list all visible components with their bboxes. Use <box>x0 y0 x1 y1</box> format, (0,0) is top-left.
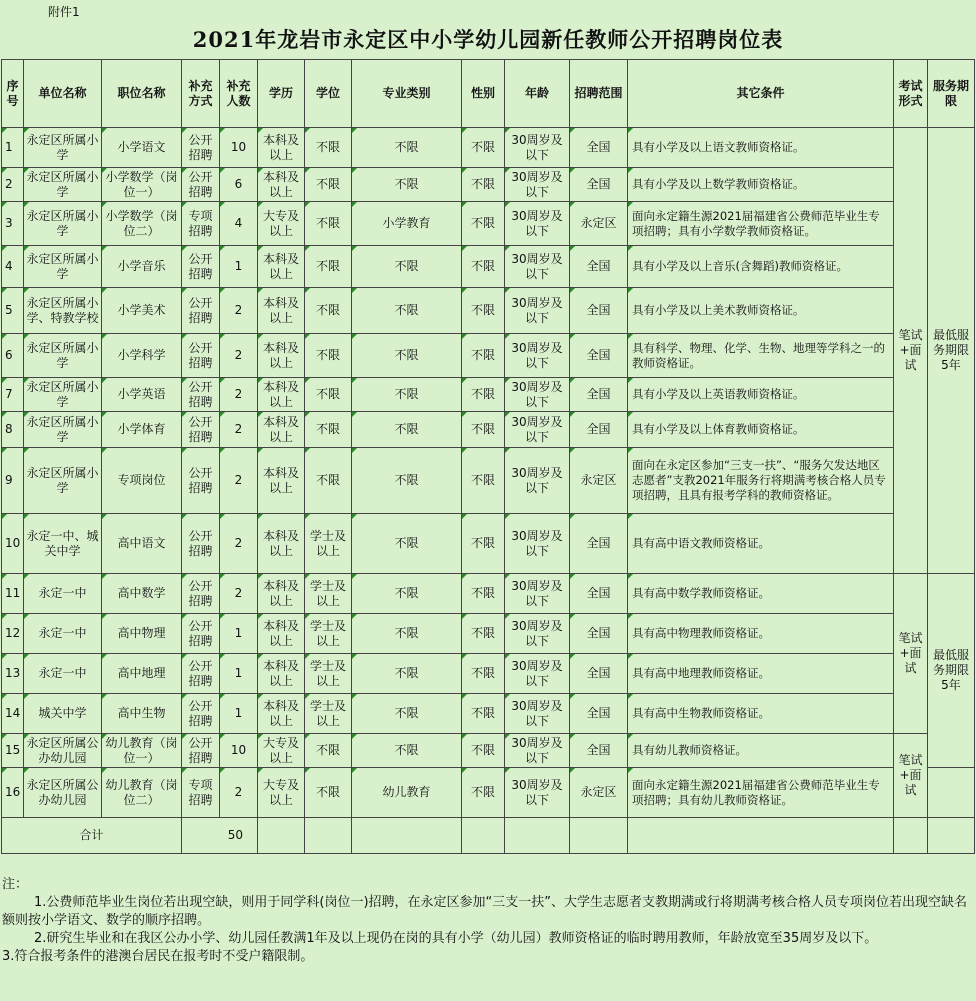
cell-unit: 永定一中 <box>24 614 102 654</box>
cell-major: 不限 <box>352 412 462 448</box>
cell-other: 具有小学及以上语文教师资格证。 <box>628 128 894 168</box>
cell-post: 专项岗位 <box>102 448 182 514</box>
cell-edu: 大专及以上 <box>258 734 305 768</box>
cell-edu: 本科及以上 <box>258 168 305 202</box>
cell-degree: 不限 <box>305 128 352 168</box>
cell-count: 2 <box>220 412 258 448</box>
cell-other: 具有科学、物理、化学、生物、地理等学科之一的教师资格证。 <box>628 334 894 378</box>
cell-unit: 永定区所属小学、特教学校 <box>24 288 102 334</box>
cell-gender: 不限 <box>462 168 505 202</box>
cell-unit: 永定区所属公办幼儿园 <box>24 768 102 818</box>
cell-edu: 大专及以上 <box>258 202 305 246</box>
total-label: 合计 <box>2 818 182 854</box>
cell-method: 公开招聘 <box>182 128 220 168</box>
cell-gender: 不限 <box>462 514 505 574</box>
cell-degree: 不限 <box>305 168 352 202</box>
table-row <box>2 334 975 378</box>
header-idx: 序号 <box>2 60 24 128</box>
cell-count: 1 <box>220 654 258 694</box>
header-scope: 招聘范围 <box>570 60 628 128</box>
cell-age: 30周岁及以下 <box>505 654 570 694</box>
cell-other: 具有高中数学教师资格证。 <box>628 574 894 614</box>
cell-age: 30周岁及以下 <box>505 614 570 654</box>
cell-gender: 不限 <box>462 614 505 654</box>
cell-post: 小学体育 <box>102 412 182 448</box>
cell-idx: 11 <box>2 574 24 614</box>
cell-other: 具有小学及以上音乐(含舞蹈)教师资格证。 <box>628 246 894 288</box>
cell-degree: 学士及以上 <box>305 514 352 574</box>
cell-gender: 不限 <box>462 412 505 448</box>
cell-method: 公开招聘 <box>182 514 220 574</box>
table-row <box>2 246 975 288</box>
cell-gender: 不限 <box>462 574 505 614</box>
table-row <box>2 378 975 412</box>
cell-unit: 永定区所属小学 <box>24 448 102 514</box>
header-exam: 考试形式 <box>894 60 928 128</box>
cell-degree: 不限 <box>305 288 352 334</box>
cell-scope: 全国 <box>570 288 628 334</box>
note-1: 1.公费师范毕业生岗位若出现空缺，则用于同学科(岗位一)招聘，在永定区参加“三支一扶”、大学生志愿者支教期满或行将期满考核合格人员专项岗位若出现空缺名额则按小学语文、数学的顺序招聘。 <box>2 895 968 928</box>
cell-gender: 不限 <box>462 128 505 168</box>
cell-degree: 学士及以上 <box>305 574 352 614</box>
cell-edu: 本科及以上 <box>258 514 305 574</box>
cell-other: 具有高中生物教师资格证。 <box>628 694 894 734</box>
cell-age: 30周岁及以下 <box>505 734 570 768</box>
cell-count: 10 <box>220 128 258 168</box>
cell-major: 不限 <box>352 654 462 694</box>
cell-age: 30周岁及以下 <box>505 288 570 334</box>
cell-scope: 全国 <box>570 128 628 168</box>
cell-age: 30周岁及以下 <box>505 334 570 378</box>
cell-idx: 15 <box>2 734 24 768</box>
cell-degree: 学士及以上 <box>305 654 352 694</box>
cell-scope: 全国 <box>570 654 628 694</box>
total-count: 50 <box>182 818 258 854</box>
total-empty-cell <box>352 818 462 854</box>
cell-post: 小学科学 <box>102 334 182 378</box>
cell-other: 面向永定籍生源2021届福建省公费师范毕业生专项招聘；具有小学数学教师资格证。 <box>628 202 894 246</box>
cell-method: 专项招聘 <box>182 768 220 818</box>
cell-unit: 永定区所属小学 <box>24 168 102 202</box>
cell-age: 30周岁及以下 <box>505 694 570 734</box>
cell-method: 公开招聘 <box>182 448 220 514</box>
total-empty-cell <box>258 818 305 854</box>
cell-post: 小学音乐 <box>102 246 182 288</box>
cell-idx: 16 <box>2 768 24 818</box>
table-row <box>2 168 975 202</box>
header-major: 专业类别 <box>352 60 462 128</box>
cell-major: 不限 <box>352 128 462 168</box>
cell-scope: 永定区 <box>570 202 628 246</box>
cell-count: 6 <box>220 168 258 202</box>
cell-edu: 本科及以上 <box>258 694 305 734</box>
cell-edu: 本科及以上 <box>258 448 305 514</box>
cell-unit: 永定一中 <box>24 654 102 694</box>
cell-gender: 不限 <box>462 202 505 246</box>
cell-method: 公开招聘 <box>182 412 220 448</box>
cell-count: 4 <box>220 202 258 246</box>
cell-other: 面向永定籍生源2021届福建省公费师范毕业生专项招聘；具有幼儿教师资格证。 <box>628 768 894 818</box>
cell-other: 面向在永定区参加“三支一扶”、“服务欠发达地区志愿者”支教2021年服务行将期满考核合格人员专项招聘，且具有报考学科的教师资格证。 <box>628 448 894 514</box>
cell-age: 30周岁及以下 <box>505 378 570 412</box>
cell-idx: 14 <box>2 694 24 734</box>
cell-major: 不限 <box>352 574 462 614</box>
cell-major: 不限 <box>352 378 462 412</box>
cell-scope: 全国 <box>570 694 628 734</box>
cell-unit: 永定区所属小学 <box>24 412 102 448</box>
cell-gender: 不限 <box>462 768 505 818</box>
cell-degree: 学士及以上 <box>305 694 352 734</box>
cell-age: 30周岁及以下 <box>505 202 570 246</box>
cell-age: 30周岁及以下 <box>505 514 570 574</box>
cell-major: 不限 <box>352 168 462 202</box>
cell-exam-merged: 笔试+面试 <box>894 574 928 734</box>
cell-idx: 7 <box>2 378 24 412</box>
table-row <box>2 654 975 694</box>
notes <box>2 876 972 966</box>
total-empty-cell <box>505 818 570 854</box>
cell-unit: 永定区所属小学 <box>24 334 102 378</box>
cell-method: 公开招聘 <box>182 246 220 288</box>
cell-unit: 城关中学 <box>24 694 102 734</box>
cell-gender: 不限 <box>462 378 505 412</box>
cell-scope: 全国 <box>570 168 628 202</box>
recruitment-table <box>1 59 975 854</box>
cell-method: 公开招聘 <box>182 378 220 412</box>
cell-degree: 不限 <box>305 202 352 246</box>
cell-idx: 8 <box>2 412 24 448</box>
cell-age: 30周岁及以下 <box>505 246 570 288</box>
header-method: 补充方式 <box>182 60 220 128</box>
cell-idx: 10 <box>2 514 24 574</box>
cell-method: 公开招聘 <box>182 168 220 202</box>
table-row <box>2 448 975 514</box>
header-post: 职位名称 <box>102 60 182 128</box>
cell-idx: 5 <box>2 288 24 334</box>
cell-count: 1 <box>220 246 258 288</box>
total-empty-cell <box>462 818 505 854</box>
cell-other: 具有小学及以上体育教师资格证。 <box>628 412 894 448</box>
cell-count: 2 <box>220 768 258 818</box>
total-row <box>2 818 975 854</box>
header-service: 服务期限 <box>928 60 975 128</box>
header-degree: 学位 <box>305 60 352 128</box>
cell-major: 小学教育 <box>352 202 462 246</box>
header-gender: 性别 <box>462 60 505 128</box>
table-row <box>2 768 975 818</box>
cell-other: 具有小学及以上数学教师资格证。 <box>628 168 894 202</box>
cell-method: 公开招聘 <box>182 734 220 768</box>
cell-count: 1 <box>220 614 258 654</box>
cell-scope: 永定区 <box>570 768 628 818</box>
header-age: 年龄 <box>505 60 570 128</box>
cell-age: 30周岁及以下 <box>505 448 570 514</box>
cell-gender: 不限 <box>462 448 505 514</box>
cell-other: 具有小学及以上美术教师资格证。 <box>628 288 894 334</box>
cell-unit: 永定区所属小学 <box>24 128 102 168</box>
cell-idx: 2 <box>2 168 24 202</box>
cell-unit: 永定区所属小学 <box>24 378 102 412</box>
cell-unit: 永定区所属小学 <box>24 202 102 246</box>
header-row <box>2 60 975 128</box>
cell-scope: 全国 <box>570 334 628 378</box>
cell-post: 高中物理 <box>102 614 182 654</box>
cell-method: 公开招聘 <box>182 288 220 334</box>
table-row <box>2 202 975 246</box>
header-other: 其它条件 <box>628 60 894 128</box>
cell-idx: 6 <box>2 334 24 378</box>
cell-service-merged: 最低服务期限5年 <box>928 128 975 574</box>
cell-edu: 本科及以上 <box>258 614 305 654</box>
cell-major: 不限 <box>352 614 462 654</box>
cell-other: 具有小学及以上英语教师资格证。 <box>628 378 894 412</box>
cell-unit: 永定区所属公办幼儿园 <box>24 734 102 768</box>
header-edu: 学历 <box>258 60 305 128</box>
cell-edu: 大专及以上 <box>258 768 305 818</box>
table-row <box>2 614 975 654</box>
cell-post: 高中语文 <box>102 514 182 574</box>
cell-edu: 本科及以上 <box>258 246 305 288</box>
notes-lead: 注： <box>2 877 29 892</box>
cell-major: 不限 <box>352 734 462 768</box>
cell-idx: 9 <box>2 448 24 514</box>
table-row <box>2 574 975 614</box>
cell-other: 具有高中语文教师资格证。 <box>628 514 894 574</box>
total-empty-cell <box>928 818 975 854</box>
cell-method: 公开招聘 <box>182 614 220 654</box>
cell-other: 具有高中地理教师资格证。 <box>628 654 894 694</box>
cell-unit: 永定区所属小学 <box>24 246 102 288</box>
cell-major: 不限 <box>352 288 462 334</box>
cell-method: 公开招聘 <box>182 654 220 694</box>
note-3: 3.符合报考条件的港澳台居民在报考时不受户籍限制。 <box>2 949 314 964</box>
cell-post: 小学美术 <box>102 288 182 334</box>
cell-count: 1 <box>220 694 258 734</box>
cell-idx: 4 <box>2 246 24 288</box>
cell-method: 公开招聘 <box>182 334 220 378</box>
cell-scope: 全国 <box>570 378 628 412</box>
cell-major: 不限 <box>352 514 462 574</box>
cell-post: 幼儿教育（岗位一） <box>102 734 182 768</box>
cell-count: 2 <box>220 288 258 334</box>
cell-method: 公开招聘 <box>182 574 220 614</box>
cell-gender: 不限 <box>462 654 505 694</box>
cell-scope: 全国 <box>570 614 628 654</box>
table-row <box>2 128 975 168</box>
total-empty-cell <box>305 818 352 854</box>
cell-unit: 永定一中、城关中学 <box>24 514 102 574</box>
cell-method: 专项招聘 <box>182 202 220 246</box>
cell-edu: 本科及以上 <box>258 574 305 614</box>
cell-gender: 不限 <box>462 694 505 734</box>
total-empty-cell <box>570 818 628 854</box>
cell-post: 幼儿教育（岗位二） <box>102 768 182 818</box>
cell-edu: 本科及以上 <box>258 654 305 694</box>
cell-degree: 不限 <box>305 378 352 412</box>
table-row <box>2 694 975 734</box>
cell-method: 公开招聘 <box>182 694 220 734</box>
cell-scope: 全国 <box>570 246 628 288</box>
cell-scope: 全国 <box>570 734 628 768</box>
cell-age: 30周岁及以下 <box>505 412 570 448</box>
note-2: 2.研究生毕业和在我区公办小学、幼儿园任教满1年及以上现仍在岗的具有小学（幼儿园）教师资格证的临时聘用教师，年龄放宽至35周岁及以下。 <box>34 931 878 946</box>
cell-post: 高中数学 <box>102 574 182 614</box>
cell-scope: 永定区 <box>570 448 628 514</box>
cell-other: 具有幼儿教师资格证。 <box>628 734 894 768</box>
cell-degree: 不限 <box>305 448 352 514</box>
cell-major: 不限 <box>352 246 462 288</box>
cell-idx: 3 <box>2 202 24 246</box>
cell-degree: 不限 <box>305 334 352 378</box>
cell-major: 不限 <box>352 448 462 514</box>
cell-post: 高中生物 <box>102 694 182 734</box>
cell-major: 不限 <box>352 334 462 378</box>
table-row <box>2 412 975 448</box>
cell-edu: 本科及以上 <box>258 378 305 412</box>
page-title: 2021年龙岩市永定区中小学幼儿园新任教师公开招聘岗位表 <box>192 27 784 52</box>
cell-service-merged: 最低服务期限5年 <box>928 574 975 768</box>
cell-idx: 1 <box>2 128 24 168</box>
table-row <box>2 734 975 768</box>
cell-degree: 不限 <box>305 246 352 288</box>
cell-exam-merged: 笔试+面试 <box>894 734 928 818</box>
cell-post: 高中地理 <box>102 654 182 694</box>
cell-count: 2 <box>220 514 258 574</box>
cell-exam-merged: 笔试+面试 <box>894 128 928 574</box>
cell-idx: 13 <box>2 654 24 694</box>
cell-degree: 不限 <box>305 734 352 768</box>
cell-degree: 不限 <box>305 768 352 818</box>
cell-edu: 本科及以上 <box>258 412 305 448</box>
cell-idx: 12 <box>2 614 24 654</box>
header-count: 补充人数 <box>220 60 258 128</box>
cell-gender: 不限 <box>462 334 505 378</box>
total-empty-cell <box>894 818 928 854</box>
cell-gender: 不限 <box>462 288 505 334</box>
cell-scope: 全国 <box>570 412 628 448</box>
cell-post: 小学数学（岗位一） <box>102 168 182 202</box>
cell-count: 10 <box>220 734 258 768</box>
cell-count: 2 <box>220 448 258 514</box>
cell-count: 2 <box>220 574 258 614</box>
cell-major: 不限 <box>352 694 462 734</box>
table-row <box>2 514 975 574</box>
cell-age: 30周岁及以下 <box>505 574 570 614</box>
annex-label: 附件1 <box>48 5 80 19</box>
total-empty-cell <box>628 818 894 854</box>
cell-post: 小学语文 <box>102 128 182 168</box>
cell-count: 2 <box>220 378 258 412</box>
cell-gender: 不限 <box>462 734 505 768</box>
cell-post: 小学英语 <box>102 378 182 412</box>
cell-degree: 学士及以上 <box>305 614 352 654</box>
cell-age: 30周岁及以下 <box>505 168 570 202</box>
cell-degree: 不限 <box>305 412 352 448</box>
cell-unit: 永定一中 <box>24 574 102 614</box>
table-row <box>2 288 975 334</box>
cell-post: 小学数学（岗位二） <box>102 202 182 246</box>
cell-gender: 不限 <box>462 246 505 288</box>
cell-age: 30周岁及以下 <box>505 768 570 818</box>
cell-other: 具有高中物理教师资格证。 <box>628 614 894 654</box>
cell-edu: 本科及以上 <box>258 334 305 378</box>
cell-edu: 本科及以上 <box>258 128 305 168</box>
header-unit: 单位名称 <box>24 60 102 128</box>
cell-scope: 全国 <box>570 574 628 614</box>
cell-count: 2 <box>220 334 258 378</box>
cell-scope: 全国 <box>570 514 628 574</box>
cell-age: 30周岁及以下 <box>505 128 570 168</box>
cell-edu: 本科及以上 <box>258 288 305 334</box>
cell-major: 幼儿教育 <box>352 768 462 818</box>
